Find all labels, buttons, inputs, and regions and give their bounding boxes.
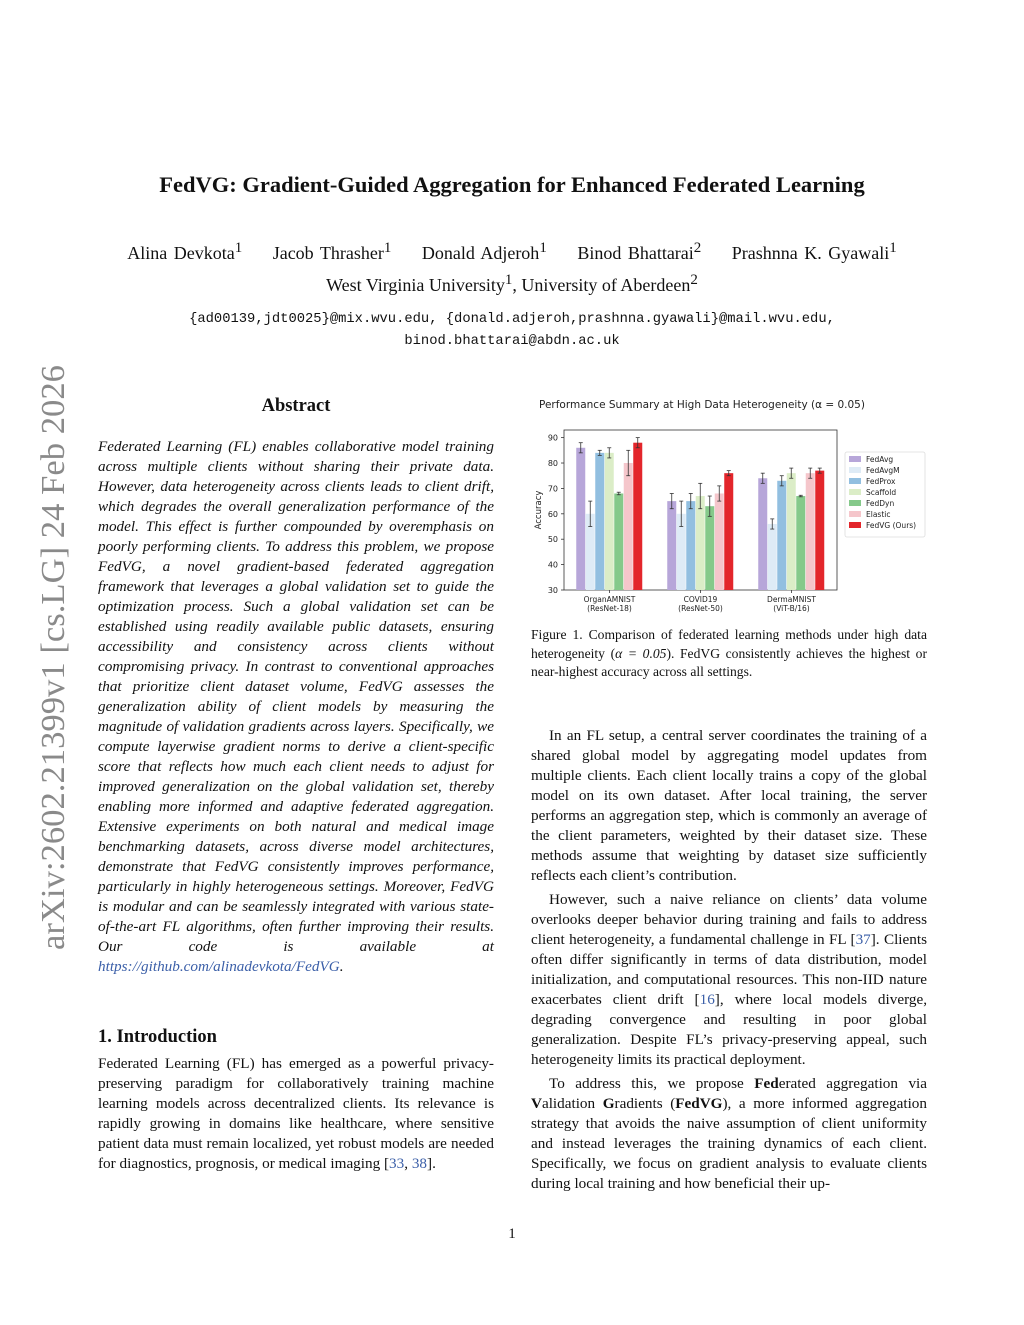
affiliation-1-mark: 1 <box>504 272 513 288</box>
abstract-heading: Abstract <box>261 396 331 416</box>
legend-label: FedAvgM <box>866 466 900 475</box>
legend-label: FedDyn <box>866 499 895 508</box>
author-affil-mark: 1 <box>889 240 897 256</box>
paragraph-text: Federated Learning (FL) has emerged as a powerful privacy-preserving paradigm for collaboratively training machine learning models across decentralized clients. Its relevance is rapidly growing in domains like healthcare, where sensitive patient data must remain localized, yet robust models are needed for diagnostics, prognosis, or medical imaging [ <box>98 1055 494 1172</box>
author-name: Donald Adjeroh <box>421 243 540 263</box>
legend-label: Scaffold <box>866 488 897 497</box>
page-number: 1 <box>508 1226 516 1242</box>
paper-title: FedVG: Gradient-Guided Aggregation for Enhanced Federated Learning <box>159 172 865 197</box>
paragraph-text: To address this, we propose <box>549 1075 755 1092</box>
abstract-end: . <box>339 958 344 975</box>
author-name: Prashnna K. Gyawali <box>731 243 890 263</box>
y-axis-label: Accuracy <box>534 490 544 530</box>
legend-label: FedAvg <box>866 455 894 464</box>
chart-bar <box>806 473 815 590</box>
legend-swatch <box>849 511 861 517</box>
paragraph-text: alidation <box>541 1095 603 1112</box>
caption-text: Figure 1. Comparison of federated learning methods under high data heterogeneity ( <box>531 627 927 661</box>
email-line: binod.bhattarai@abdn.ac.uk <box>404 334 620 349</box>
author <box>127 240 243 263</box>
author <box>421 240 547 263</box>
citation-link[interactable]: 37 <box>855 931 871 948</box>
arxiv-id-text: arXiv:2602.21399v1 [cs.LG] 24 Feb 2026 <box>35 375 72 950</box>
section-heading-introduction: 1. Introduction <box>98 1027 217 1047</box>
paragraph-text: ]. <box>427 1155 436 1172</box>
affiliations <box>60 272 964 296</box>
bold-text: FedVG <box>675 1095 723 1112</box>
x-tick-sublabel: (ResNet-50) <box>678 604 723 613</box>
author <box>577 240 702 263</box>
y-tick-label: 80 <box>547 459 558 469</box>
caption-math: α = 0.05 <box>615 645 667 661</box>
paragraph-text: radients ( <box>614 1095 676 1112</box>
chart-bar <box>686 501 695 590</box>
chart-bar <box>787 473 796 590</box>
affiliation-1: West Virginia University <box>326 275 505 295</box>
intro-paragraph-4 <box>531 1074 927 1194</box>
chart-bar <box>715 493 724 590</box>
y-tick-label: 90 <box>547 433 558 443</box>
chart-bar <box>633 443 642 590</box>
chart-bar <box>777 481 786 590</box>
legend-swatch <box>849 500 861 506</box>
y-tick-label: 60 <box>547 509 558 519</box>
citation-link[interactable]: 38 <box>411 1155 428 1172</box>
chart-bar <box>696 496 705 590</box>
code-link[interactable]: https://github.com/alinadevkota/FedVG <box>98 958 340 975</box>
chart-bar <box>724 473 733 590</box>
legend-label: Elastic <box>866 510 891 519</box>
affiliation-2: University of Aberdeen <box>521 275 691 295</box>
chart-bar <box>595 453 604 590</box>
chart-title: Performance Summary at High Data Heterogeneity (α = 0.05) <box>539 399 865 411</box>
author-affil-mark: 1 <box>383 240 392 256</box>
x-tick-label: OrganAMNIST <box>583 595 636 604</box>
y-tick-label: 40 <box>547 560 558 570</box>
author-name: Jacob Thrasher <box>272 243 384 263</box>
bold-text: G <box>602 1095 615 1112</box>
legend-swatch <box>849 489 861 495</box>
chart-bar <box>705 506 714 590</box>
paragraph-text: ]. Clients often differ significantly in terms of data distribution, model initialization, and computational resources. This non-IID nature exacerbates client drift [ <box>531 931 927 1008</box>
author-name: Binod Bhattarai <box>577 243 694 263</box>
author-list <box>60 240 964 264</box>
author-emails <box>60 309 964 353</box>
chart-bar <box>815 471 824 590</box>
y-tick-label: 30 <box>547 586 558 595</box>
chart-bar <box>605 453 614 590</box>
citation-link[interactable]: 16 <box>699 991 715 1008</box>
chart-bar <box>667 501 676 590</box>
paragraph-text: erated aggregation via <box>778 1075 927 1092</box>
author-affil-mark: 2 <box>693 240 702 256</box>
chart-bar <box>796 496 805 590</box>
paragraph-text: ), a more informed aggregation strategy that avoids the naive assumption of client uniformity and instead leverages the training dynamics of each client. Specifically, we focus on gradient analysis to evaluate clients during local training and how beneficial their up- <box>531 1095 927 1192</box>
author-affil-mark: 1 <box>234 240 243 256</box>
intro-right-column <box>531 726 927 1194</box>
chart-bar <box>758 478 767 590</box>
affiliation-separator: , <box>512 275 522 295</box>
author <box>731 240 897 263</box>
chart-bar <box>576 448 585 590</box>
abstract-text: Federated Learning (FL) enables collaborative model training across multiple clients without sharing their private data. However, data heterogeneity across clients leads to client drift, which degrades the overall generalization performance of the model. This effect is further compounded by overemphasis on poorly performing clients. To address this problem, we propose FedVG, a novel gradient-based federated aggregation framework that leverages a global validation set to guide the optimization process. Such a global validation set can be established using readily available public datasets, ensuring accessibility and consistency across clients without compromising privacy. In contrast to conventional approaches that prioritize client dataset volume, FedVG assesses the generalization ability of client models by measuring the magnitude of validation gradients across layers. Specifically, we compute layerwise gradient norms to derive a client-specific score that reflects how much each client needs to adjust for improved generalization on the global validation set, thereby enabling more informed and adaptive federated aggregation. Extensive experiments on both natural and medical image benchmarking datasets, across diverse model architectures, demonstrate that FedVG consistently improves performance, particularly in highly heterogeneous settings. Moreover, FedVG is modular and can be seamlessly integrated with various state-of-the-art FL algorithms, often further improving their results. Our code is available at <box>98 438 494 955</box>
y-tick-label: 70 <box>547 484 558 494</box>
y-tick-label: 50 <box>547 535 558 545</box>
x-tick-sublabel: (ViT-B/16) <box>773 604 810 613</box>
x-tick-label: DermaMNIST <box>767 595 816 604</box>
arxiv-side-label <box>14 360 72 960</box>
legend-swatch <box>849 478 861 484</box>
intro-paragraph-2: In an FL setup, a central server coordinates the training of a shared global model by aggregating model updates from multiple clients. Each client locally trains a copy of the global model on its own dataset. After local training, the server performs an aggregation step, which is commonly an average of the client parameters, weighted by their dataset size. These methods assume that weighting by dataset size sufficiently reflects each client’s contribution. <box>531 727 927 884</box>
legend-swatch <box>849 467 861 473</box>
legend-swatch <box>849 522 861 528</box>
caption-text: ). FedVG consistently achieves the highest or near-highest accuracy across all settings. <box>531 645 928 679</box>
intro-paragraph-1 <box>98 1054 494 1174</box>
chart-bar <box>624 463 633 590</box>
legend-label: FedProx <box>866 477 896 486</box>
author-name: Alina Devkota <box>127 243 235 263</box>
email-line: {ad00139,jdt0025}@mix.wvu.edu, {donald.adjeroh,prashnna.gyawali}@mail.wvu.edu, <box>189 312 835 327</box>
chart-bar <box>614 493 623 590</box>
citation-link[interactable]: 33 <box>389 1155 405 1172</box>
intro-paragraph-3 <box>531 890 927 1070</box>
paragraph-text: ], where local models diverge, degrading convergence and resulting in poor global generalization. Despite FL’s privacy-preserving appeal, such heterogeneity limits its practical deployment. <box>531 991 927 1068</box>
figure-1-chart <box>531 396 931 616</box>
author <box>272 240 392 263</box>
paragraph-text: However, such a naive reliance on clients’ data volume overlooks deeper behavior during training and fails to address client heterogeneity, a fundamental challenge in FL [ <box>531 891 927 948</box>
figure-1-caption <box>531 626 927 682</box>
x-tick-label: COVID19 <box>683 595 718 604</box>
abstract-body <box>98 437 494 977</box>
bold-text: V <box>531 1095 542 1112</box>
author-affil-mark: 1 <box>539 240 547 256</box>
legend-swatch <box>849 456 861 462</box>
affiliation-2-mark: 2 <box>690 272 698 288</box>
citation-separator: , <box>404 1155 412 1172</box>
x-tick-sublabel: (ResNet-18) <box>587 604 632 613</box>
bold-text: Fed <box>754 1075 779 1092</box>
chart-bar <box>768 524 777 590</box>
legend-label: FedVG (Ours) <box>866 521 917 530</box>
